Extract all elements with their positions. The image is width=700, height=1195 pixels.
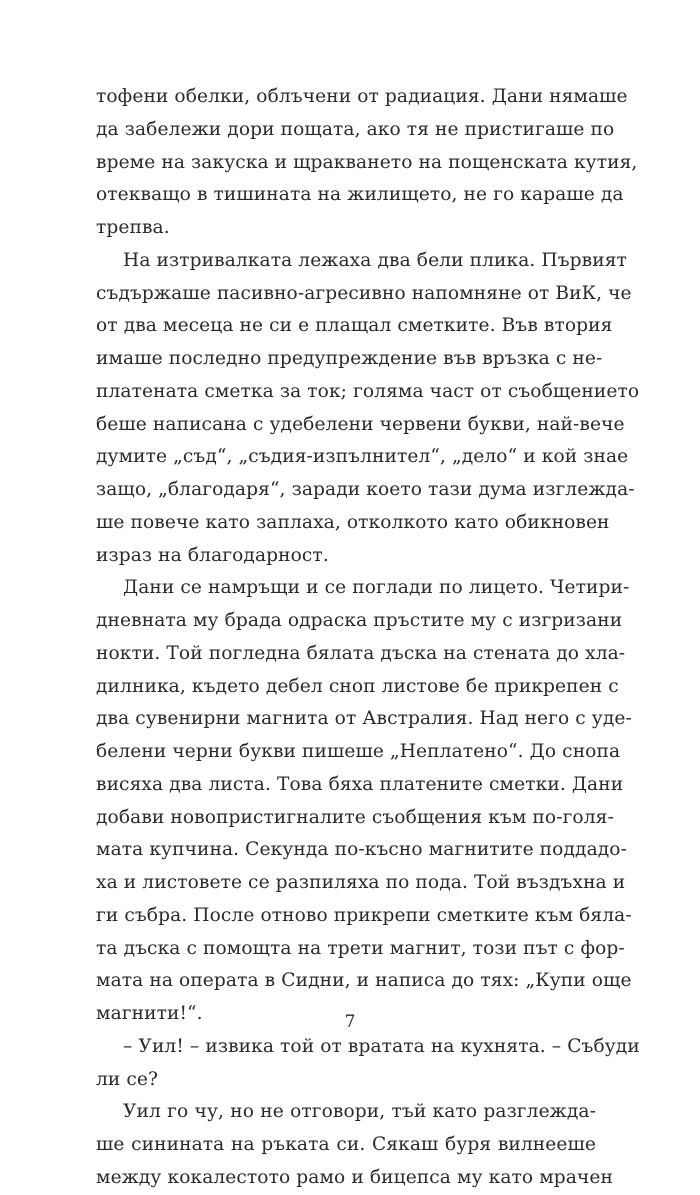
text-line: Дани се намръщи и се поглади по лицето. Четири- [123, 577, 630, 599]
text-line: ли се? [96, 1068, 159, 1090]
text-line: нокти. Той погледна бялата дъска на стената до хла- [96, 642, 626, 664]
text-line: висяха два листа. Това бяха платените сметки. Дани [96, 773, 624, 795]
text-line: На изтривалката лежаха два бели плика. Първият [123, 249, 627, 271]
text-line: Уил го чу, но не отговори, тъй като разглежда- [123, 1101, 596, 1123]
text-line: дилника, където дебел сноп листове бе прикрепен с [96, 675, 619, 697]
text-line: белени черни букви пишеше „Неплатено“. До снопа [96, 741, 621, 762]
text-line: имаше последно предупреждение във връзка с не- [96, 348, 603, 369]
text-line: та дъска с помощта на трети магнит, този път с фор- [96, 937, 625, 959]
text-line: отекващо в тишината на жилището, не го караше да [96, 184, 624, 206]
text-line: трепва. [96, 217, 170, 238]
text-line: ги събра. После отново прикрепи сметките към бяла- [96, 904, 632, 926]
text-line: съдържаше пасивно-агресивно напомняне от ВиК, че [96, 282, 632, 304]
text-line: мата на операта в Сидни, и написа до тях: „Купи още [96, 970, 632, 992]
page-number: 7 [344, 1012, 356, 1032]
text-line: два сувенирни магнита от Австралия. Над него с уде- [96, 708, 632, 730]
text-line: ше повече като заплаха, отколкото като обикновен [96, 511, 610, 533]
text-line: думите „съд“, „съдия-изпълнител“, „дело“ и кой знае [96, 446, 629, 468]
text-line: между кокалестото рамо и бицепса му като мрачен [96, 1166, 613, 1188]
text-line: – Уил! – извика той от вратата на кухнята. – Събуди [123, 1035, 640, 1057]
text-line: дневната му брада одраска пръстите му с изгризани [96, 610, 623, 631]
text-line: да забележи дори пощата, ако тя не пристигаше по [96, 118, 615, 140]
text-line: ше синината на ръката си. Сякаш буря вилнееше [96, 1134, 596, 1155]
text-line: защо, „благодаря“, заради което тази дума изглежда- [96, 479, 635, 500]
text-line: добави новопристигналите съобщения към по-голя- [96, 806, 614, 828]
text-line: тофени обелки, облъчени от радиация. Дани нямаше [96, 86, 628, 107]
text-line: ха и листовете се разпиляха по пода. Той въздъхна и [96, 872, 626, 893]
text-line: беше написана с удебелени червени букви, най-вече [96, 413, 625, 435]
text-line: мата купчина. Секунда по-късно магнитите поддадо- [96, 839, 627, 861]
text-line: платената сметка за ток; голяма част от съобщението [96, 380, 640, 402]
text-line: време на закуска и щракването на пощенската кутия, [96, 151, 638, 173]
text-line: израз на благодарност. [96, 544, 329, 566]
text-line: магнити!“. [96, 1003, 203, 1024]
text-line: от два месеца не си е плащал сметките. Във втория [96, 315, 613, 337]
